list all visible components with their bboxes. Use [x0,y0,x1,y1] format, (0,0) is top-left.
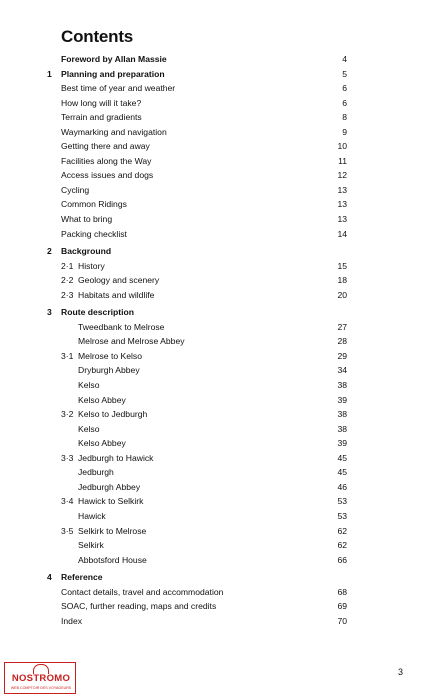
entry-page: 14 [337,228,347,239]
entry-page: 39 [337,438,347,449]
entry-title: Cycling [61,184,90,195]
section-number: 2·2 [61,275,74,286]
entry-page: 13 [337,184,347,195]
entry-page: 45 [337,467,347,478]
entry-title: Kelso Abbey [78,438,126,449]
toc-entry [0,614,436,629]
toc-entry [0,288,436,303]
table-of-contents [0,52,436,628]
toc-entry [0,378,436,393]
toc-entry [0,52,436,67]
entry-title: Route description [61,307,135,318]
entry-title: Melrose and Melrose Abbey [78,336,185,347]
entry-page: 29 [337,350,347,361]
entry-title: Index [61,615,83,626]
entry-page: 45 [337,452,347,463]
section-number: 2·1 [61,260,74,271]
entry-title: History [78,260,105,271]
entry-page: 38 [337,409,347,420]
watermark-logo [4,662,76,694]
section-number: 3·2 [61,409,74,420]
toc-entry [0,110,436,125]
entry-title: SOAC, further reading, maps and credits [61,601,217,612]
toc-entry [0,553,436,568]
toc-entry [0,585,436,600]
toc-entry [0,320,436,335]
entry-page: 6 [342,97,347,108]
entry-title: Contact details, travel and accommodation [61,586,224,597]
chapter-number: 3 [47,307,52,318]
entry-title: Kelso [78,423,100,434]
entry-title: What to bring [61,214,113,225]
entry-title: Habitats and wildlife [78,289,155,300]
toc-entry [0,197,436,212]
entry-page: 70 [337,615,347,626]
entry-title: Melrose to Kelso [78,350,143,361]
entry-page: 38 [337,380,347,391]
entry-title: Access issues and dogs [61,170,154,181]
toc-entry [0,81,436,96]
entry-page: 38 [337,423,347,434]
entry-page: 9 [342,126,347,137]
entry-page: 10 [337,141,347,152]
entry-title: Background [61,246,112,257]
toc-entry [0,407,436,422]
toc-entry [0,168,436,183]
chapter-number: 2 [47,246,52,257]
toc-entry [0,259,436,274]
entry-title: Jedburgh Abbey [78,481,141,492]
entry-title: Tweedbank to Melrose [78,321,165,332]
entry-page: 5 [342,68,347,79]
entry-title: Reference [61,572,103,583]
entry-title: Waymarking and navigation [61,126,167,137]
entry-page: 46 [337,481,347,492]
section-number: 2·3 [61,289,74,300]
toc-entry [0,154,436,169]
toc-entry [0,67,436,82]
entry-page: 11 [338,155,347,166]
entry-page: 15 [337,260,347,271]
page-number: 3 [398,667,404,677]
section-number: 3·1 [61,350,74,361]
page-title: Contents [61,27,134,46]
entry-page: 69 [337,601,347,612]
toc-entry [0,451,436,466]
entry-title: Facilities along the Way [61,155,152,166]
entry-title: Selkirk [78,540,104,551]
entry-page: 6 [342,83,347,94]
toc-entry [0,599,436,614]
toc-entry [0,465,436,480]
entry-title: Geology and scenery [78,275,160,286]
entry-title: Getting there and away [61,141,150,152]
entry-page: 62 [337,540,347,551]
entry-title: Abbotsford House [78,554,147,565]
entry-title: How long will it take? [61,97,142,108]
toc-entry [0,494,436,509]
toc-entry [0,570,436,585]
entry-title: Packing checklist [61,228,127,239]
entry-page: 28 [337,336,347,347]
toc-entry [0,305,436,320]
toc-entry [0,480,436,495]
entry-title: Planning and preparation [61,68,165,79]
entry-page: 39 [337,394,347,405]
entry-title: Hawick [78,510,106,521]
entry-page: 62 [337,525,347,536]
entry-page: 66 [337,554,347,565]
toc-entry [0,273,436,288]
entry-title: Kelso to Jedburgh [78,409,148,420]
entry-page: 4 [342,54,347,64]
toc-entry [0,538,436,553]
entry-page: 34 [337,365,347,376]
toc-entry [0,334,436,349]
entry-title: Kelso [78,380,100,391]
toc-entry [0,183,436,198]
toc-entry [0,96,436,111]
toc-entry [0,436,436,451]
entry-page: 27 [337,321,347,332]
toc-entry [0,125,436,140]
entry-title: Best time of year and weather [61,83,176,94]
toc-entry [0,363,436,378]
entry-title: Common Ridings [61,199,127,210]
entry-page: 12 [337,170,347,181]
entry-title: Terrain and gradients [61,112,142,123]
toc-entry [0,393,436,408]
watermark-tagline: WEB COMPTOIR DES VOYAGEURS [10,686,72,690]
section-number: 3·3 [61,452,74,463]
toc-entry [0,212,436,227]
toc-entry [0,422,436,437]
entry-title: Jedburgh to Hawick [78,452,154,463]
toc-entry [0,349,436,364]
entry-page: 18 [337,275,347,286]
entry-title: Kelso Abbey [78,394,126,405]
entry-page: 20 [337,289,347,300]
toc-entry [0,244,436,259]
entry-page: 68 [337,586,347,597]
entry-page: 8 [342,112,347,123]
chapter-number: 1 [47,68,52,79]
toc-entry [0,139,436,154]
entry-title: Dryburgh Abbey [78,365,140,376]
section-number: 3·4 [61,496,74,507]
entry-page: 13 [337,199,347,210]
entry-page: 53 [337,496,347,507]
entry-title: Selkirk to Melrose [78,525,147,536]
entry-title: Hawick to Selkirk [78,496,144,507]
entry-title: Foreword by Allan Massie [61,54,167,64]
section-number: 3·5 [61,525,74,536]
watermark-word: NOSTROMO [11,673,71,684]
entry-page: 13 [337,214,347,225]
toc-entry [0,509,436,524]
toc-entry [0,524,436,539]
chapter-number: 4 [47,572,52,583]
toc-entry [0,227,436,242]
entry-title: Jedburgh [78,467,114,478]
entry-page: 53 [337,510,347,521]
